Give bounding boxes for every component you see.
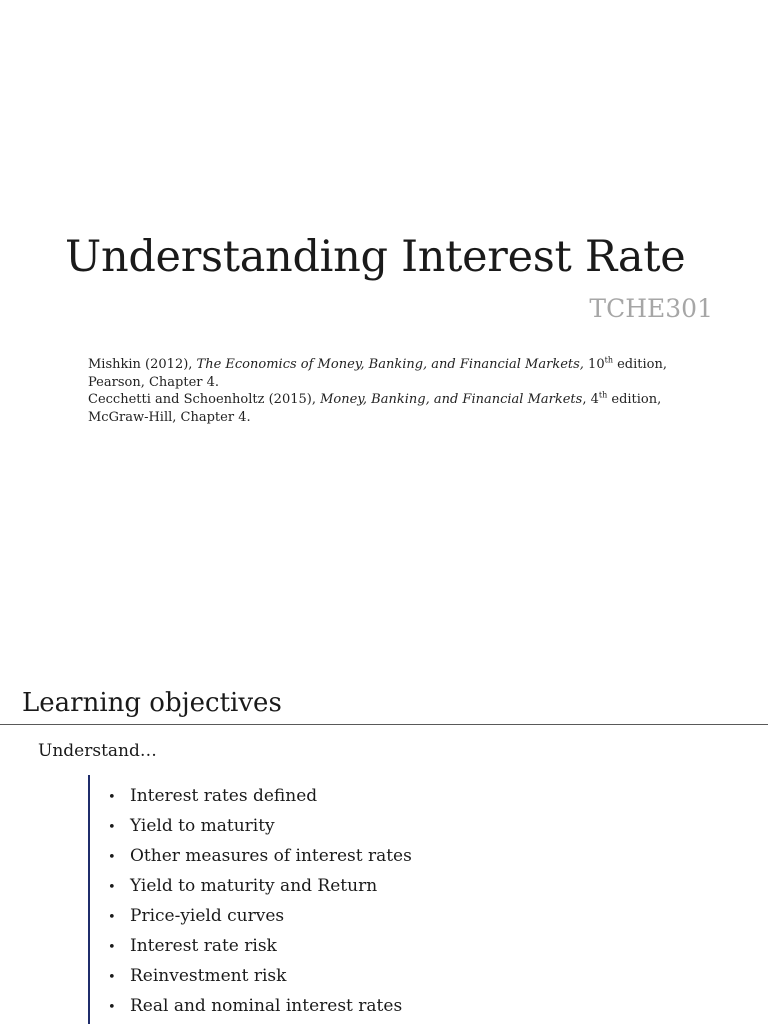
list-item: • Price-yield curves — [108, 904, 412, 934]
book-title: Money, Banking, and Financial Markets — [320, 392, 583, 407]
bullet-icon: • — [108, 1000, 116, 1015]
list-item: • Yield to maturity — [108, 814, 412, 844]
bullet-icon: • — [108, 790, 116, 805]
bullet-icon: • — [108, 970, 116, 985]
list-item: • Other measures of interest rates — [108, 844, 412, 874]
bullet-icon: • — [108, 910, 116, 925]
bullet-icon: • — [108, 940, 116, 955]
presentation-title: Understanding Interest Rate — [65, 232, 686, 282]
bullet-icon: • — [108, 820, 116, 835]
objectives-slide — [0, 668, 768, 1024]
objectives-intro: Understand… — [38, 741, 157, 761]
course-code: TCHE301 — [589, 294, 713, 323]
title-divider — [0, 724, 768, 725]
list-item: • Interest rates defined — [108, 784, 412, 814]
reference-item: Mishkin (2012), The Economics of Money, Banking, and Financial Markets, 10th edition, Pearson, Chapter 4. — [88, 355, 668, 390]
accent-bar — [88, 775, 90, 1024]
list-item: • Interest rate risk — [108, 934, 412, 964]
bullet-icon: • — [108, 850, 116, 865]
objectives-title: Learning objectives — [22, 688, 282, 718]
objectives-list — [108, 784, 412, 1024]
book-title: The Economics of Money, Banking, and Financial Markets, — [196, 357, 584, 372]
list-item: • Reinvestment risk — [108, 964, 412, 994]
reference-item: Cecchetti and Schoenholtz (2015), Money, Banking, and Financial Markets, 4th edition, McGraw-Hill, Chapter 4. — [88, 390, 662, 425]
list-item: • Real and nominal interest rates — [108, 994, 412, 1024]
bullet-icon: • — [108, 880, 116, 895]
references — [88, 356, 688, 426]
list-item: • Yield to maturity and Return — [108, 874, 412, 904]
